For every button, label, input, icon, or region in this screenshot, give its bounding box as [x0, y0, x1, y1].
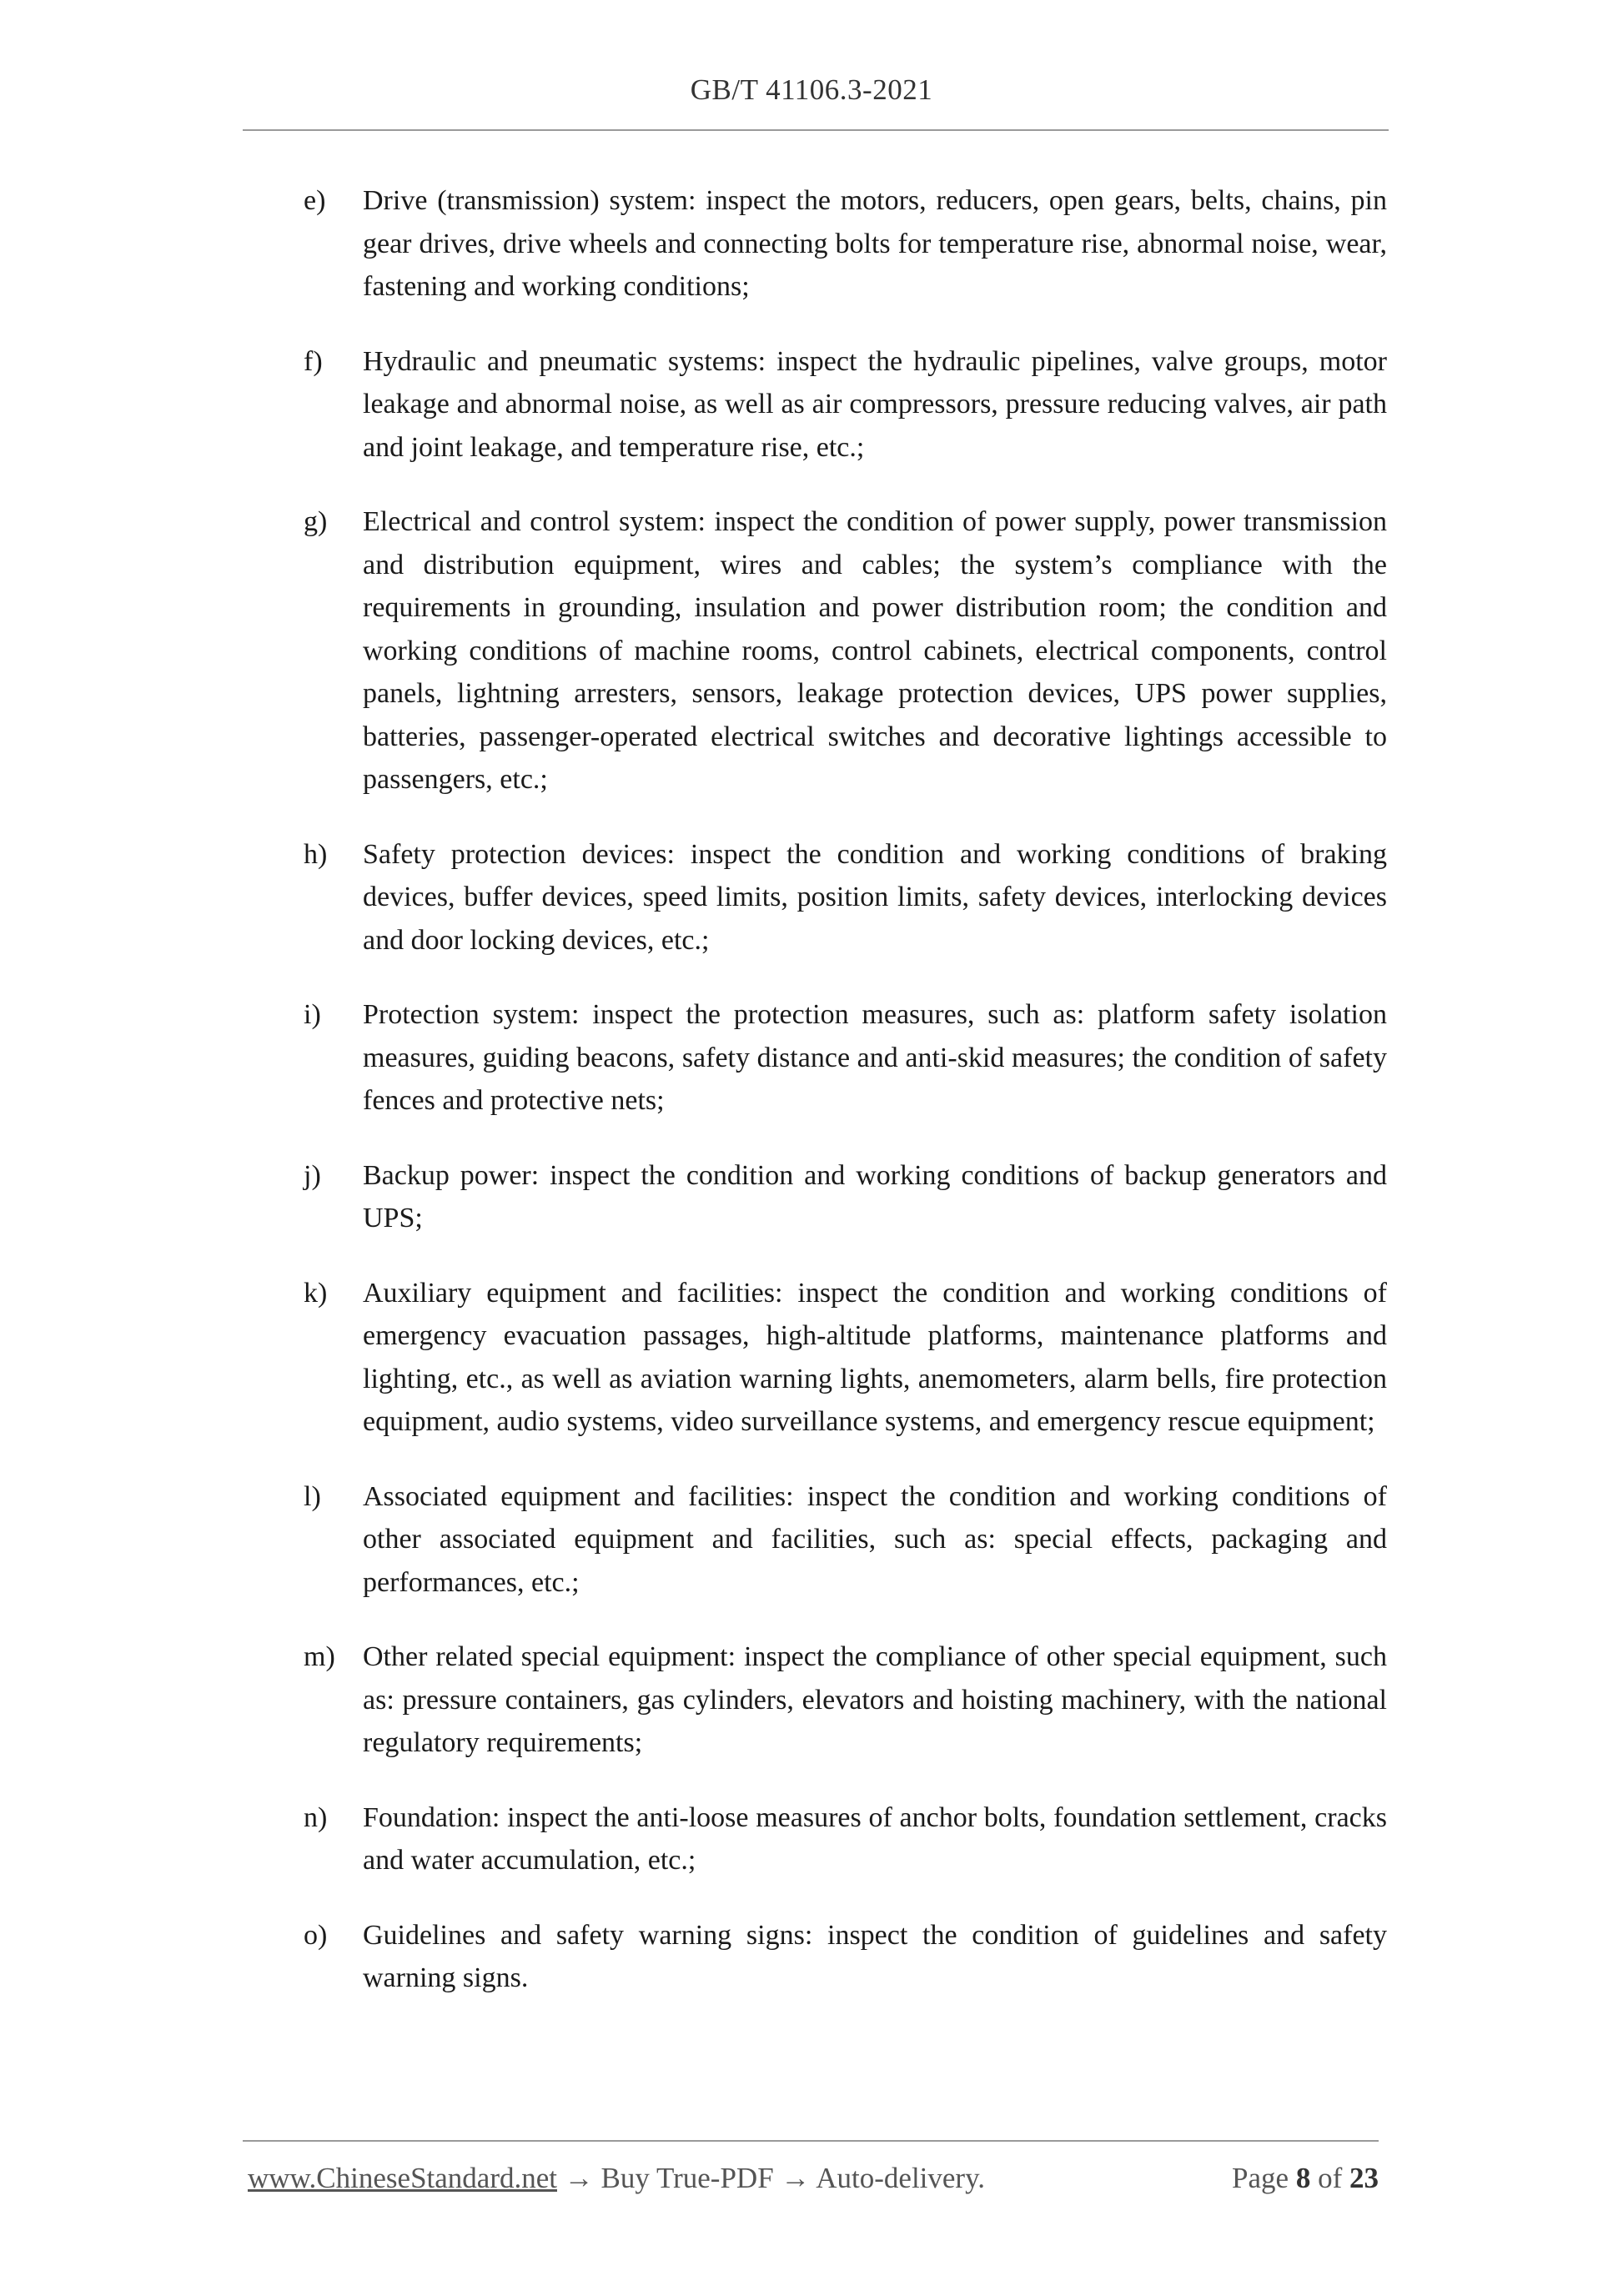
list-item-l: [0, 1475, 1623, 1605]
list-marker: g): [304, 506, 328, 537]
list-item-o: [0, 1914, 1623, 2000]
page-label: Page: [1232, 2162, 1289, 2194]
list-item-k: [0, 1272, 1623, 1444]
list-item-f: [0, 340, 1623, 470]
list-item-g: [0, 500, 1623, 801]
list-item-text: Safety protection devices: inspect the condition and working conditions of braking devices, buffer devices, speed limits, position limits, safety devices, interlocking devices and door locking devices, etc.;: [363, 838, 1387, 956]
list-marker: n): [304, 1801, 328, 1833]
list-item-text: Backup power: inspect the condition and working conditions of backup generators and UPS;: [363, 1159, 1387, 1233]
list-marker: h): [304, 838, 328, 870]
buy-pdf-text: Buy True-PDF: [600, 2162, 774, 2194]
total-pages-number: 23: [1349, 2162, 1379, 2194]
list-item-text: Foundation: inspect the anti-loose measures of anchor bolts, foundation settlement, cracks and water accumulation, etc.;: [363, 1801, 1387, 1876]
arrow-right-icon: →: [781, 2162, 811, 2194]
page-footer: [243, 2162, 1379, 2205]
list-marker: k): [304, 1277, 328, 1309]
list-item-text: Electrical and control system: inspect the condition of power supply, power transmission and distribution equipment, wires and cables; the system’s compliance with the requirements in grounding, insulation and power distribution room; the condition and working conditions of machine rooms, control cabinets, electrical components, control panels, lightning arresters, sensors, leakage protection devices, UPS power supplies, batteries, passenger-operated electrical switches and decorative lightings accessible to passengers, etc.;: [363, 506, 1387, 795]
list-marker: m): [304, 1641, 335, 1672]
arrow-right-icon: →: [564, 2162, 594, 2194]
footer-divider: [243, 2140, 1379, 2142]
website-link[interactable]: www.ChineseStandard.net: [248, 2162, 557, 2194]
list-item-text: Guidelines and safety warning signs: inspect the condition of guidelines and safety warning signs.: [363, 1919, 1387, 1993]
list-item-i: [0, 993, 1623, 1123]
inspection-list: [0, 179, 1623, 2032]
list-item-m: [0, 1635, 1623, 1765]
page-of-label: of: [1318, 2162, 1343, 2194]
list-item-text: Hydraulic and pneumatic systems: inspect the hydraulic pipelines, valve groups, motor leakage and abnormal noise, as well as air compressors, pressure reducing valves, air path and joint leakage, and temperature rise, etc.;: [363, 345, 1387, 463]
page-header-title: GB/T 41106.3-2021: [690, 73, 933, 106]
list-item-text: Other related special equipment: inspect the compliance of other special equipment, such as: pressure containers, gas cylinders, elevators and hoisting machinery, with the national regulatory requirements;: [363, 1641, 1387, 1758]
page-indicator: [1232, 2162, 1379, 2195]
list-marker: o): [304, 1919, 328, 1951]
footer-promo: [248, 2162, 985, 2195]
list-item-j: [0, 1154, 1623, 1240]
list-item-e: [0, 179, 1623, 309]
list-marker: i): [304, 999, 321, 1030]
list-item-text: Auxiliary equipment and facilities: inspect the condition and working conditions of emergency evacuation passages, high-altitude platforms, maintenance platforms and lighting, etc., as well as aviation warning lights, anemometers, alarm bells, fire protection equipment, audio systems, video surveillance systems, and emergency rescue equipment;: [363, 1277, 1387, 1437]
list-item-text: Protection system: inspect the protection measures, such as: platform safety isolation measures, guiding beacons, safety distance and anti-skid measures; the condition of safety fences and protective nets;: [363, 999, 1387, 1116]
list-marker: f): [304, 345, 323, 377]
list-marker: e): [304, 185, 326, 216]
current-page-number: 8: [1295, 2162, 1311, 2194]
list-marker: l): [304, 1480, 321, 1512]
list-item-text: Drive (transmission) system: inspect the motors, reducers, open gears, belts, chains, pin gear drives, drive wheels and connecting bolts for temperature rise, abnormal noise, wear, fastening and working conditions;: [363, 185, 1387, 302]
list-item-text: Associated equipment and facilities: inspect the condition and working conditions of other associated equipment and facilities, such as: special effects, packaging and performances, etc.;: [363, 1480, 1387, 1598]
auto-delivery-text: Auto-delivery.: [816, 2162, 986, 2194]
list-item-n: [0, 1796, 1623, 1882]
header-divider: [243, 129, 1389, 131]
list-marker: j): [304, 1159, 321, 1191]
list-item-h: [0, 833, 1623, 962]
